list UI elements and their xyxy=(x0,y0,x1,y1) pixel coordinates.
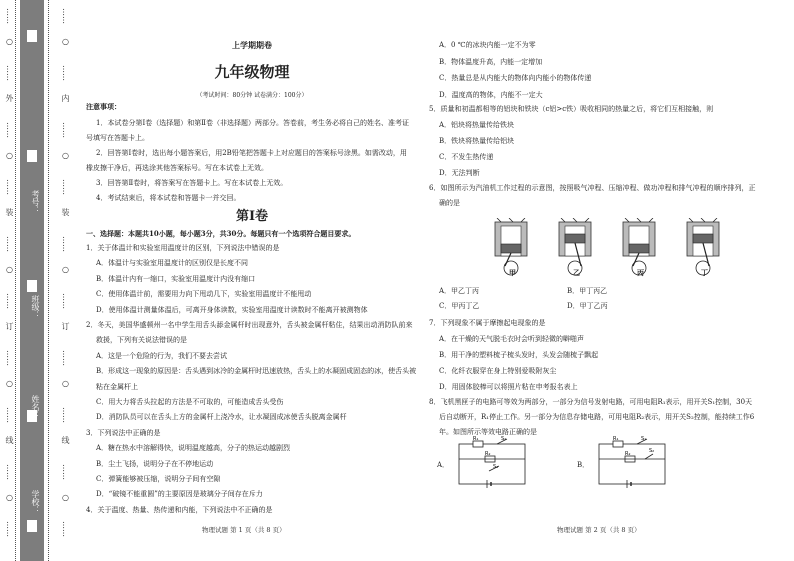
q6-option: C．甲丙丁乙 xyxy=(439,302,480,310)
question-option: D．无法判断 xyxy=(439,169,480,177)
inner-marker: …… xyxy=(61,293,70,309)
outer-marker: ○ xyxy=(5,378,14,388)
question-option: C．用大力将舌头拉起的方法是不可取的，可能造成舌头受伤 xyxy=(96,398,284,406)
inner-marker: …… xyxy=(61,236,70,252)
question-option: A．体温计与实验室用温度计的区别仅是长度不同 xyxy=(96,259,249,268)
inner-marker: …… xyxy=(61,521,70,537)
question-continuation: 后自动断开，R₁停止工作。另一部分为信息存储电路，可用电阻R₂表示，用开关S₂控制，能持续工作6 xyxy=(439,413,755,421)
label-r2-a: R₂ xyxy=(485,451,491,457)
q8-option-b-label: B． xyxy=(577,461,590,469)
question-option: B．物体温度升高，内能一定增加 xyxy=(439,58,543,66)
notice-line: 3．回答第Ⅱ卷时，将答案写在答题卡上。写在本试卷上无效。 xyxy=(96,179,288,187)
question-option: A．在干燥的天气脱毛衣时会听到轻微的噼啪声 xyxy=(439,335,585,343)
outer-marker: …… xyxy=(5,65,14,81)
notice-title: 注意事项： xyxy=(86,102,121,111)
question-option: D．温度高的物体，内能不一定大 xyxy=(439,91,543,99)
question-continuation: 年。如图所示等效电路正确的是 xyxy=(439,428,537,436)
footer-left: 物理试题 第 1 页（共 8 页） xyxy=(202,526,286,534)
question-option: C．使用体温计前，需要用力向下甩动几下，实验室用温度计不能甩动 xyxy=(96,290,312,299)
question-stem: 5．质量和初温都相等的铝块和铁块（c铝>c铁）吸收相同的热量之后，将它们互相接触，则 xyxy=(429,105,714,113)
binding-gray-bar xyxy=(20,0,44,561)
outer-marker: …… xyxy=(5,521,14,537)
notice-line: 橡皮擦干净后，再选涂其他答案标号。写在本试卷上无效。 xyxy=(86,164,268,172)
engine-label: 丁 xyxy=(701,268,708,277)
question-stem: 3．下列说法中正确的是 xyxy=(86,428,161,437)
inner-marker: …… xyxy=(61,407,70,423)
student-info-label: 考号： xyxy=(31,190,40,214)
question-stem: 4．关于温度、热量、热传递和内能，下列说法中不正确的是 xyxy=(86,505,273,514)
outer-marker: 线 xyxy=(5,435,14,444)
q6-option: A．甲乙丁丙 xyxy=(439,287,480,295)
question-continuation: 粘在金属杆上 xyxy=(96,382,138,391)
section-intro: 一、选择题：本题共10小题，每小题3分，共30分。每题只有一个选项符合题目要求。 xyxy=(86,229,356,238)
inner-marker: …… xyxy=(61,464,70,480)
exam-meta: （考试时间：80分钟 试卷满分：100分） xyxy=(196,92,308,99)
label-r2-b: R₂ xyxy=(625,451,631,457)
circuit-a xyxy=(455,436,535,492)
notice-line: 4．考试结束后，将本试卷和答题卡一并交回。 xyxy=(96,194,241,202)
inner-marker: ○ xyxy=(61,36,70,46)
question-stem: 2．冬天，美国华盛顿州一名中学生用舌头舔金属杆时出现意外，舌头被金属杆粘住，结果出动消防队前来 xyxy=(86,321,413,329)
inner-marker: …… xyxy=(61,179,70,195)
circuit-b xyxy=(595,436,675,492)
q6-option: B．甲丁丙乙 xyxy=(567,287,608,295)
question-option: B．体温计内有一缩口，实验室用温度计内没有缩口 xyxy=(96,274,256,283)
switch-s2-b xyxy=(645,454,653,459)
left-column xyxy=(82,0,422,561)
outer-marker: ○ xyxy=(5,264,14,274)
question-continuation: 确的是 xyxy=(439,199,460,207)
engine-diagram xyxy=(559,218,591,275)
student-info-label: 姓名： xyxy=(31,395,40,419)
label-s1-b: S₁ xyxy=(641,436,647,442)
inner-marker: 内 xyxy=(61,93,70,102)
question-option: B．尘土飞扬，说明分子在不停地运动 xyxy=(96,459,214,468)
outer-marker: …… xyxy=(5,464,14,480)
outer-marker: 订 xyxy=(5,321,14,330)
inner-marker: …… xyxy=(61,350,70,366)
question-stem: 6．如图所示为汽油机工作过程的示意图，按照吸气冲程、压缩冲程、做功冲程和排气冲程的顺序排列，正 xyxy=(429,184,756,192)
student-info-label: 班级： xyxy=(31,295,40,319)
engine-diagram xyxy=(495,218,527,275)
right-column xyxy=(427,0,777,561)
inner-marker: 装 xyxy=(61,207,70,216)
engine-label: 甲 xyxy=(509,268,516,277)
outer-marker: …… xyxy=(5,236,14,252)
question-option: B．形成这一现象的原因是：舌头遇到冰冷的金属杆时迅速放热，舌头上的水凝固成固态的冰，使舌头被 xyxy=(96,367,417,376)
outer-marker: …… xyxy=(5,293,14,309)
notice-line: 1．本试卷分第Ⅰ卷（选择题）和第Ⅱ卷（非选择题）两部分。答卷前，考生务必将自己的姓名、准考证 xyxy=(96,119,409,127)
inner-marker: ○ xyxy=(61,150,70,160)
notice-line: 号填写在答题卡上。 xyxy=(86,134,149,142)
question-option: C．弹簧能够被压缩，说明分子间有空隙 xyxy=(96,475,221,483)
question-stem: 8．飞机黑匣子的电路可等效为两部分，一部分为信号发射电路，可用电阻R₁表示，用开关S₁控制，30天 xyxy=(429,398,753,406)
question-option: B．用干净的塑料梳子梳头发时，头发会随梳子飘起 xyxy=(439,351,599,359)
question-option: A．铝块将热量传给铁块 xyxy=(439,121,515,129)
outer-marker: 外 xyxy=(5,93,14,102)
label-s1-a: S₁ xyxy=(493,464,499,470)
outer-marker: …… xyxy=(5,8,14,24)
question-option: A．糖在热水中溶解得快，说明温度越高，分子的热运动越剧烈 xyxy=(96,444,291,453)
inner-marker: …… xyxy=(61,8,70,24)
inner-dotted-line xyxy=(48,0,49,561)
q6-option: D．甲丁乙丙 xyxy=(567,302,608,310)
question-option: A．0 ℃的冰块内能一定不为零 xyxy=(439,41,536,49)
outer-marker: …… xyxy=(5,350,14,366)
outer-marker: ○ xyxy=(5,150,14,160)
question-continuation: 救援，下列有关说法错误的是 xyxy=(96,336,187,345)
q8-option-a-label: A． xyxy=(437,461,450,469)
footer-right: 物理试题 第 2 页（共 8 页） xyxy=(557,526,641,534)
inner-marker: ○ xyxy=(61,378,70,388)
student-info-label: 学校： xyxy=(31,490,40,514)
engine-label: 丙 xyxy=(637,268,644,277)
exam-kicker: 上学期期卷 xyxy=(232,40,272,50)
engine-diagram xyxy=(623,218,655,275)
question-option: D．消防队员可以在舌头上方的金属杆上浇冷水，让水凝固成冰使舌头脱离金属杆 xyxy=(96,413,347,422)
notice-line: 2．回答第Ⅰ卷时，选出每小题答案后，用2B铅笔把答题卡上对应题目的答案标号涂黑。如需改动，用 xyxy=(96,149,407,157)
question-option: C．化纤衣服穿在身上特别爱吸附灰尘 xyxy=(439,367,557,375)
question-option: C．热量总是从内能大的物体向内能小的物体传递 xyxy=(439,74,592,82)
engine-diagrams xyxy=(487,218,747,280)
inner-marker: 订 xyxy=(61,321,70,330)
inner-marker: ○ xyxy=(61,264,70,274)
outer-marker: …… xyxy=(5,179,14,195)
exam-title: 九年级物理 xyxy=(214,63,290,81)
inner-marker: …… xyxy=(61,122,70,138)
question-stem: 1．关于体温计和实验室用温度计的区别，下列说法中错误的是 xyxy=(86,244,280,252)
question-option: A．这是一个危险的行为，我们不要去尝试 xyxy=(96,351,228,360)
section-title: 第Ⅰ卷 xyxy=(235,209,269,224)
outer-marker: 装 xyxy=(5,207,14,216)
label-r1-a: R₁ xyxy=(473,436,479,442)
label-r1-b: R₁ xyxy=(613,436,619,442)
outer-marker: …… xyxy=(5,407,14,423)
outer-marker: ○ xyxy=(5,36,14,46)
inner-marker: …… xyxy=(61,65,70,81)
engine-diagram xyxy=(687,218,719,275)
outer-marker: …… xyxy=(5,122,14,138)
question-option: D．使用体温计测量体温后，可离开身体读数，实验室用温度计读数时不能离开被测物体 xyxy=(96,305,368,314)
label-s2-b: S₂ xyxy=(649,448,655,454)
question-option: B．铁块将热量传给铝块 xyxy=(439,137,515,145)
question-option: D．用固体胶棒可以将照片粘在申考报名表上 xyxy=(439,383,578,391)
outer-dotted-line xyxy=(15,0,16,561)
question-option: D．“破镜不能重圆”的主要原因是玻璃分子间存在斥力 xyxy=(96,490,263,499)
inner-marker: 线 xyxy=(61,435,70,444)
inner-marker: ○ xyxy=(61,492,70,502)
binding-margin xyxy=(0,0,52,561)
label-s2-a: S₂ xyxy=(501,436,507,442)
outer-marker: ○ xyxy=(5,492,14,502)
question-stem: 7．下列现象不属于摩擦起电现象的是 xyxy=(429,319,546,327)
engine-label: 乙 xyxy=(573,268,580,277)
question-option: C．不发生热传递 xyxy=(439,153,494,161)
